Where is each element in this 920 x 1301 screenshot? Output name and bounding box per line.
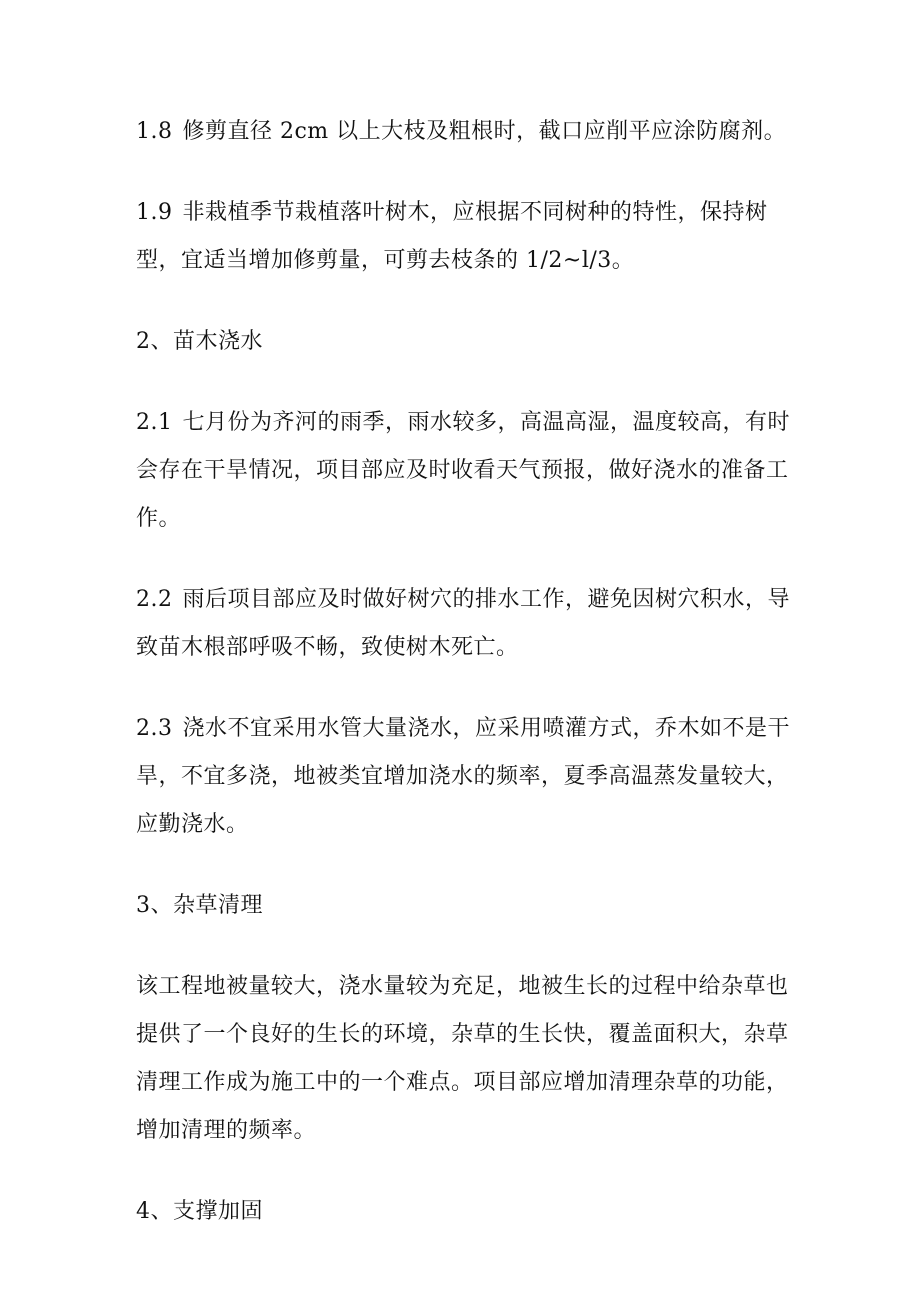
paragraph-1-9 bbox=[136, 189, 796, 285]
paragraph-text: 修剪直径 2cm 以上大枝及粗根时，截口应削平应涂防腐剂。 bbox=[182, 119, 787, 144]
paragraph-2-1 bbox=[136, 399, 796, 543]
paragraph-text: 雨后项目部应及时做好树穴的排水工作，避免因树穴积水，导致苗木根部呼吸不畅，致使树木死亡。 bbox=[136, 587, 791, 660]
paragraph-text: 非栽植季节栽植落叶树木，应根据不同树种的特性，保持树型，宜适当增加修剪量，可剪去枝条的 1/2~l/3。 bbox=[136, 200, 768, 273]
paragraph-number: 2.3 bbox=[136, 716, 173, 741]
paragraph-2-3 bbox=[136, 705, 796, 849]
paragraph-number: 1.9 bbox=[136, 200, 173, 225]
paragraph-text: 浇水不宜采用水管大量浇水，应采用喷灌方式，乔木如不是干旱，不宜多浇，地被类宜增加浇水的频率，夏季高温蒸发量较大，应勤浇水。 bbox=[136, 716, 791, 837]
paragraph-1-8 bbox=[136, 108, 796, 156]
section-heading-text: 2、苗木浇水 bbox=[136, 329, 263, 354]
section-heading-watering bbox=[136, 318, 796, 366]
paragraph-weeding-body bbox=[136, 963, 796, 1155]
section-heading-support bbox=[136, 1188, 796, 1236]
paragraph-text: 七月份为齐河的雨季，雨水较多，高温高湿，温度较高，有时会存在干旱情况，项目部应及时收看天气预报，做好浇水的准备工作。 bbox=[136, 410, 791, 531]
paragraph-2-2 bbox=[136, 576, 796, 672]
paragraph-number: 2.2 bbox=[136, 587, 173, 612]
paragraph-number: 1.8 bbox=[136, 119, 173, 144]
paragraph-text: 该工程地被量较大，浇水量较为充足，地被生长的过程中给杂草也提供了一个良好的生长的环境，杂草的生长快，覆盖面积大，杂草清理工作成为施工中的一个难点。项目部应增加清理杂草的功能，增加清理的频率。 bbox=[136, 974, 789, 1143]
paragraph-number: 2.1 bbox=[136, 410, 173, 435]
document-page bbox=[136, 108, 796, 1269]
section-heading-text: 3、杂草清理 bbox=[136, 893, 263, 918]
section-heading-text: 4、支撑加固 bbox=[136, 1199, 263, 1224]
section-heading-weeding bbox=[136, 882, 796, 930]
